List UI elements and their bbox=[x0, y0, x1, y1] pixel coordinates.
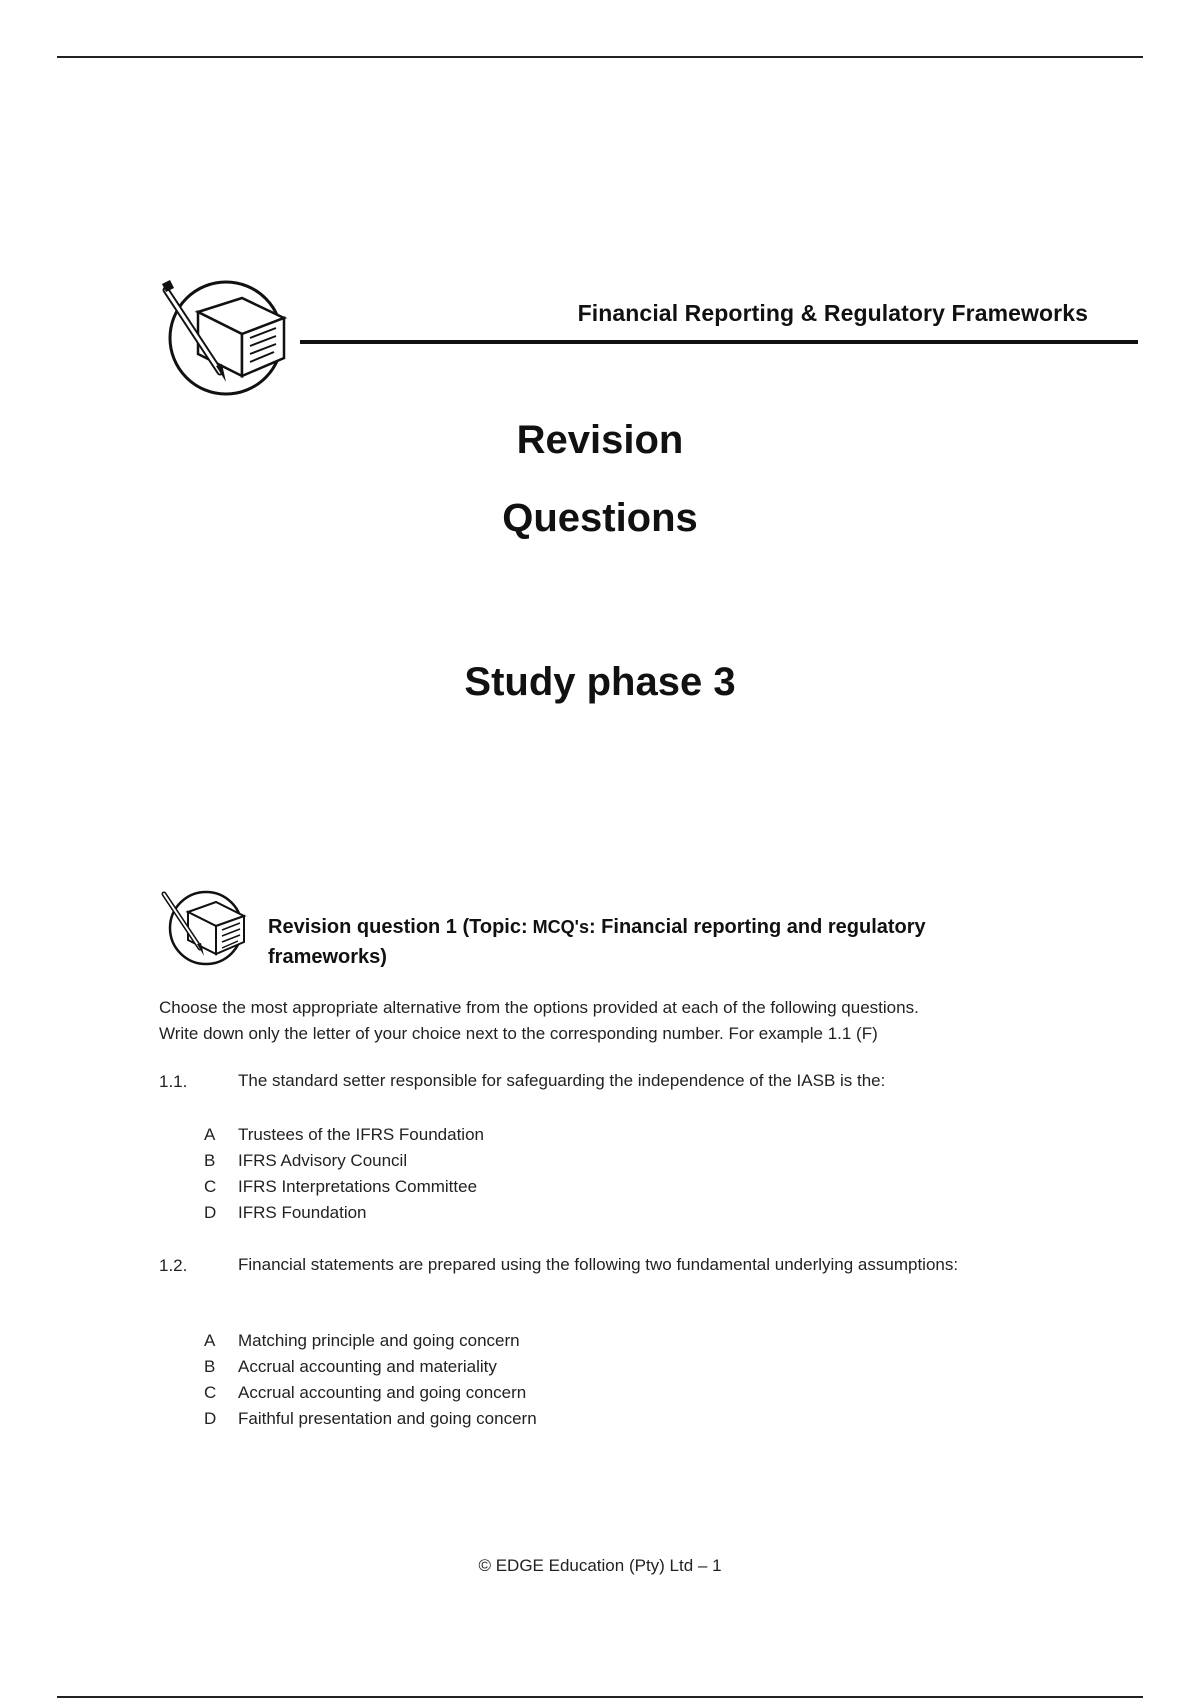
heading-questions: Questions bbox=[502, 496, 698, 540]
header-rule bbox=[300, 340, 1138, 344]
top-rule bbox=[57, 56, 1143, 58]
option-list bbox=[204, 1328, 537, 1432]
bottom-rule bbox=[57, 1696, 1143, 1698]
question-text: Financial statements are prepared using the following two fundamental underlying assumptions: bbox=[238, 1255, 959, 1274]
heading-revision: Revision bbox=[516, 418, 684, 462]
list-item: C Accrual accounting and going concern bbox=[204, 1383, 527, 1402]
list-item: D IFRS Foundation bbox=[204, 1203, 367, 1222]
list-item: B Accrual accounting and materiality bbox=[204, 1357, 497, 1376]
list-item: A Trustees of the IFRS Foundation bbox=[204, 1125, 484, 1144]
option-list bbox=[204, 1122, 484, 1226]
list-item: A Matching principle and going concern bbox=[204, 1331, 520, 1350]
list-item: D Faithful presentation and going concern bbox=[204, 1409, 537, 1428]
list-item: C IFRS Interpretations Committee bbox=[204, 1177, 478, 1196]
book-and-pen-icon bbox=[160, 886, 266, 966]
revision-question-title: Revision question 1 (Topic: MCQ's: Financial reporting and regulatory frameworks) bbox=[268, 916, 926, 968]
list-item: B IFRS Advisory Council bbox=[204, 1151, 408, 1170]
instructions: Choose the most appropriate alternative from the options provided at each of the following questions. Write down only the letter of your choice next to the corresponding number. For example 1.1 (F) bbox=[159, 998, 919, 1043]
page-footer: © EDGE Education (Pty) Ltd – 1 bbox=[478, 1556, 722, 1575]
heading-study-phase: Study phase 3 bbox=[464, 660, 736, 704]
question-text: The standard setter responsible for safeguarding the independence of the IASB is the: bbox=[238, 1071, 886, 1090]
module-title: Financial Reporting & Regulatory Frameworks bbox=[577, 300, 1088, 326]
question-number: 1.1. bbox=[159, 1072, 188, 1091]
book-and-pen-icon bbox=[158, 272, 306, 398]
question-number: 1.2. bbox=[159, 1256, 188, 1275]
